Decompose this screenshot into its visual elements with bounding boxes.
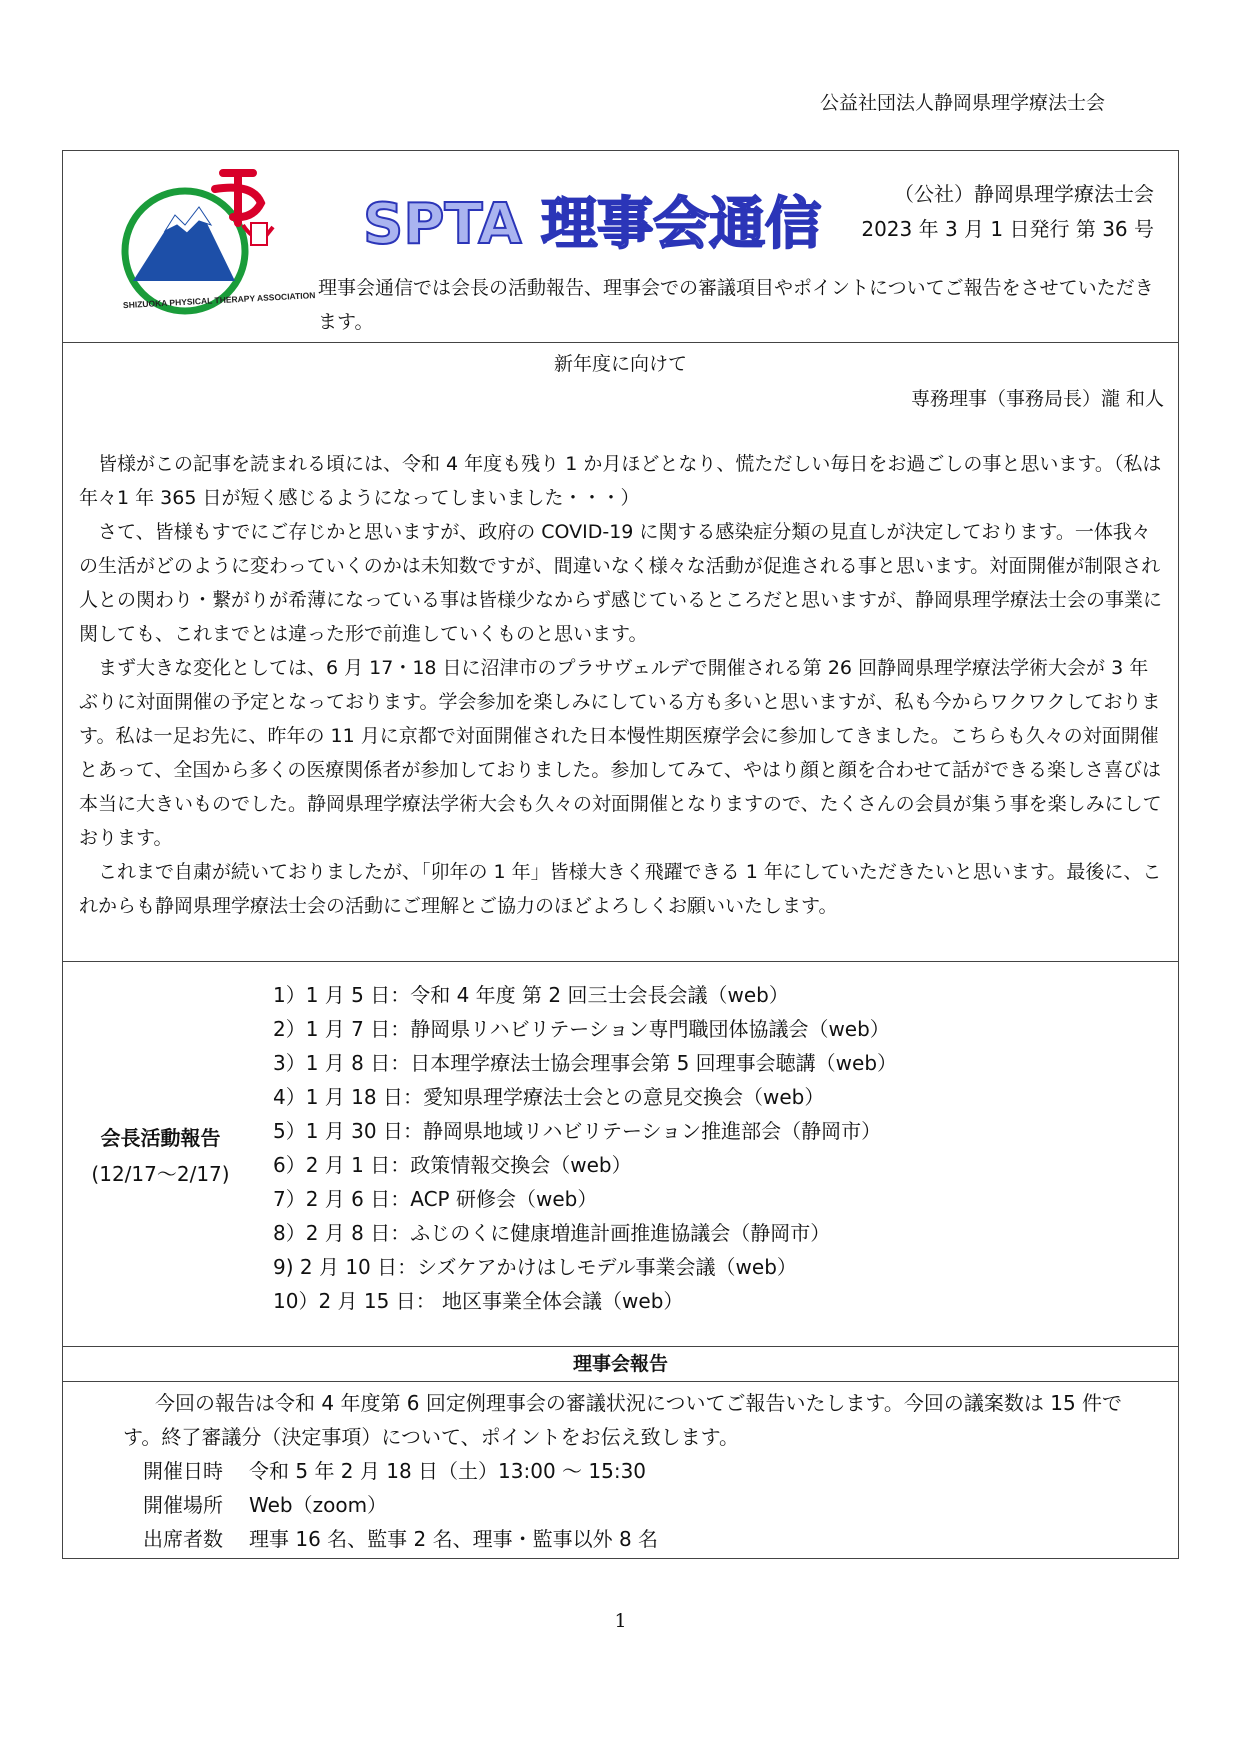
attendance-row [143,1522,1158,1556]
board-report-body [123,1386,1158,1556]
message-paragraph: これまで自粛が続いておりましたが、「卯年の 1 年」皆様大きく飛躍できる 1 年にしていただきたいと思います。最後に、これからも静岡県理学療法士会の活動にご理解とご協力のほどよろしくお願いいたします。 [79,861,1162,917]
activity-list [273,978,897,1318]
board-report-section [62,1381,1179,1559]
newsletter-title-text: SPTA 理事会通信 [363,192,822,257]
message-paragraph: まず大きな変化としては、6 月 17・18 日に沼津市のプラサヴェルデで開催される第 26 回静岡県理学療法学術大会が 3 年ぶりに対面開催の予定となっております。学会参加を楽しみにしている方も多いと思いますが、私も今からワクワクしております。私は一足お先に、昨年の 11 月に京都で対面開催された日本慢性期医療学会に参加してきました。こちらも久々の対面開催とあって、全国から多くの医療関係者が参加しておりました。参加してみて、やはり顔と顔を合わせて話ができる楽しさ喜びは本当に大きいものでした。静岡県理学療法学術大会も久々の対面開催となりますので、たくさんの会員が集う事を楽しみにしております。 [79,657,1162,849]
meeting-venue-row [143,1488,1158,1522]
activity-report-period: (12/17～2/17) [91,1162,230,1186]
activity-item: 6）2 月 1 日：政策情報交換会（web） [273,1153,632,1177]
activity-report-heading: 会長活動報告 [100,1126,221,1150]
message-title: 新年度に向けて [553,353,687,375]
association-logo [103,163,316,323]
message-author: 専務理事（事務局長）瀧 和人 [910,388,1164,410]
meeting-datetime-row [143,1454,1158,1488]
activity-report-section [62,961,1179,1347]
activity-item: 4）1 月 18 日：愛知県理学療法士会との意見交換会（web） [273,1085,825,1109]
logo-text: SHIZUOKA PHYSICAL THERAPY ASSOCIATION [122,290,316,311]
activity-item: 5）1 月 30 日：静岡県地域リハビリテーション推進部会（静岡市） [273,1119,882,1143]
page-number: 1 [614,1610,627,1632]
activity-item: 10）2 月 15 日： 地区事業全体会議（web） [273,1289,684,1313]
activity-item: 2）1 月 7 日：静岡県リハビリテーション専門職団体協議会（web） [273,1017,890,1041]
issue-info: 2023 年 3 月 1 日発行 第 36 号 [861,217,1154,241]
organization-header: 公益社団法人静岡県理学療法士会 [820,92,1106,114]
meeting-datetime-value: 令和 5 年 2 月 18 日（土）13:00 ～ 15:30 [249,1459,647,1483]
attendance-value: 理事 16 名、監事 2 名、理事・監事以外 8 名 [249,1527,659,1551]
activity-item: 7）2 月 6 日：ACP 研修会（web） [273,1187,598,1211]
message-section [62,342,1179,962]
publication-info [861,177,1154,247]
meeting-datetime-label: 開催日時 [143,1459,223,1483]
activity-item: 3）1 月 8 日：日本理学療法士協会理事会第 5 回理事会聴講（web） [273,1051,898,1075]
intro-text: 理事会通信では会長の活動報告、理事会での審議項目やポイントについてご報告をさせていただきます。 [318,277,1154,333]
publisher-name: （公社）静岡県理学療法士会 [894,182,1154,206]
meeting-venue-value: Web（zoom） [249,1493,388,1517]
message-paragraph: さて、皆様もすでにご存じかと思いますが、政府の COVID-19 に関する感染症分類の見直しが決定しております。一体我々の生活がどのように変わっていくのかは未知数ですが、間違いなく様々な活動が促進される事と思います。対面開催が制限され人との関わり・繋がりが希薄になっている事は皆様少なからず感じているところだと思いますが、静岡県理学療法士会の事業に関しても、これまでとは違った形で前進していくものと思います。 [79,521,1163,645]
activity-item: 9) 2 月 10 日：シズケアかけはしモデル事業会議（web） [273,1255,797,1279]
message-body [79,447,1162,923]
newsletter-header [62,150,1179,343]
meeting-venue-label: 開催場所 [143,1493,223,1517]
message-paragraph: 皆様がこの記事を読まれる頃には、令和 4 年度も残り 1 か月ほどとなり、慌ただしい毎日をお過ごしの事と思います。（私は年々1 年 365 日が短く感じるようになってしまいました・・・） [79,453,1162,509]
newsletter-title [363,181,822,261]
board-report-title: 理事会報告 [62,1346,1179,1382]
attendance-label: 出席者数 [143,1527,223,1551]
board-report-lead: 今回の報告は令和 4 年度第 6 回定例理事会の審議状況についてご報告いたします。今回の議案数は 15 件です。終了審議分（決定事項）について、ポイントをお伝え致します。 [123,1391,1123,1449]
activity-report-label [63,1120,258,1192]
activity-item: 1）1 月 5 日：令和 4 年度 第 2 回三士会長会議（web） [273,983,789,1007]
activity-item: 8）2 月 8 日：ふじのくに健康増進計画推進協議会（静岡市） [273,1221,831,1245]
